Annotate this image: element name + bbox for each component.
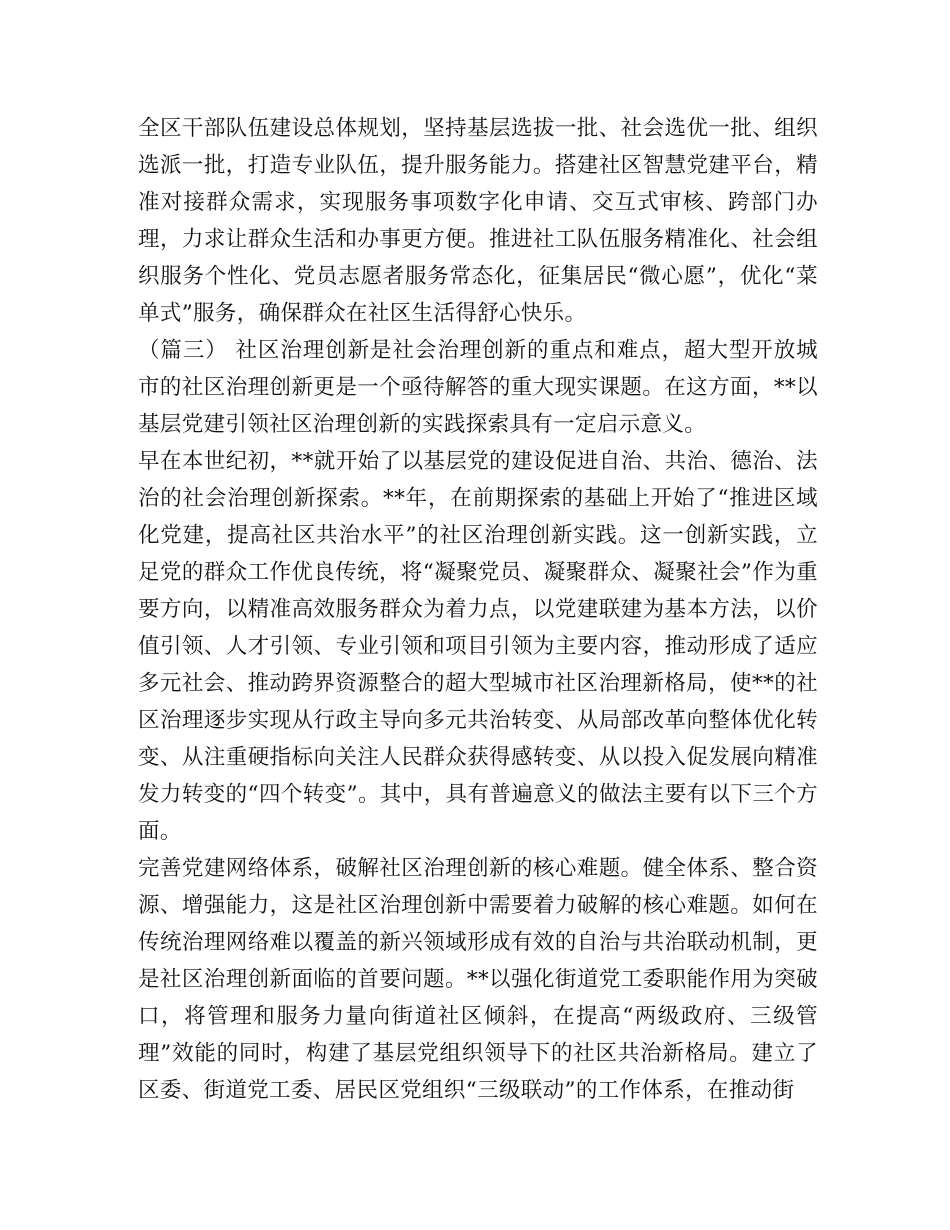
paragraph-4: 完善党建网络体系，破解社区治理创新的核心难题。健全体系、整合资源、增强能力，这是社区治理创新中需要着力破解的核心难题。如何在传统治理网络难以覆盖的新兴领域形成有效的自治与共治联动机制，更是社区治理创新面临的首要问题。**以强化街道党工委职能作用为突破口，将管理和服务力量向街道社区倾斜，在提高“两级政府、三级管理”效能的同时，构建了基层党组织领导下的社区共治新格局。建立了区委、街道党工委、居民区党组织“三级联动”的工作体系，在推动街 (138, 856, 818, 1103)
paragraph-2: （篇三） 社区治理创新是社会治理创新的重点和难点，超大型开放城市的社区治理创新更是一个亟待解答的重大现实课题。在这方面，**以基层党建引领社区治理创新的实践探索具有一定启示意义。 (138, 338, 818, 437)
paragraph-1: 全区干部队伍建设总体规划，坚持基层选拔一批、社会选优一批、组织选派一批，打造专业队伍，提升服务能力。搭建社区智慧党建平台，精准对接群众需求，实现服务事项数字化申请、交互式审核、跨部门办理，力求让群众生活和办事更方便。推进社工队伍服务精准化、社会组织服务个性化、党员志愿者服务常态化，征集居民“微心愿”，优化“菜单式”服务，确保群众在社区生活得舒心快乐。 (138, 116, 818, 326)
paragraph-3: 早在本世纪初，**就开始了以基层党的建设促进自治、共治、德治、法治的社会治理创新探索。**年，在前期探索的基础上开始了“推进区域化党建，提高社区共治水平”的社区治理创新实践。这一创新实践，立足党的群众工作优良传统，将“凝聚党员、凝聚群众、凝聚社会”作为重要方向，以精准高效服务群众为着力点，以党建联建为基本方法，以价值引领、人才引领、专业引领和项目引领为主要内容，推动形成了适应多元社会、推动跨界资源整合的超大型城市社区治理新格局，使**的社区治理逐步实现从行政主导向多元共治转变、从局部改革向整体优化转变、从注重硬指标向关注人民群众获得感转变、从以投入促发展向精准发力转变的“四个转变”。其中，具有普遍意义的做法主要有以下三个方面。 (138, 449, 818, 844)
document-body (138, 110, 818, 1109)
